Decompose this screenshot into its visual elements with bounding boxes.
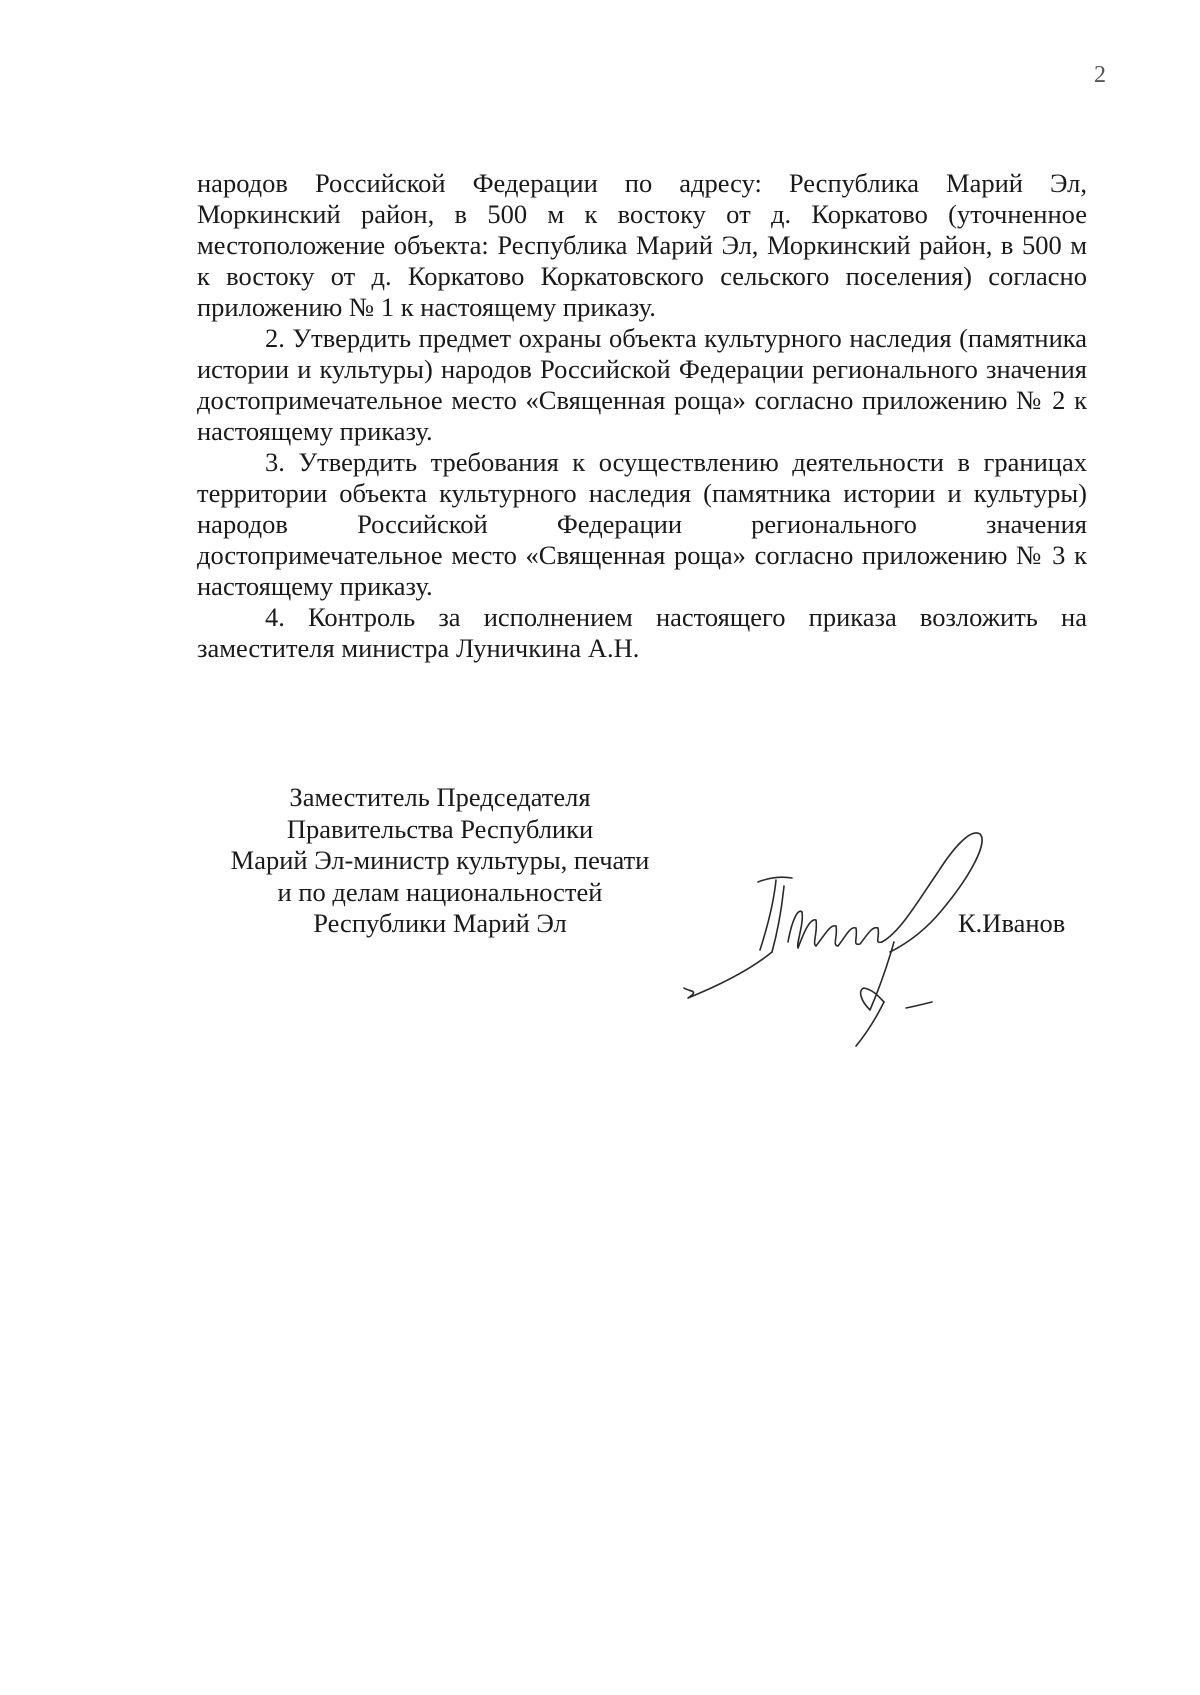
- signatory-title-block: [200, 782, 680, 940]
- paragraph-item-2: 2. Утвердить предмет охраны объекта культурного наследия (памятника истории и культуры) народов Российской Федерации регионального значения достопримечательное место «Священная роща» согласно приложению № 2 к настоящему приказу.: [197, 323, 1087, 446]
- document-body: [197, 168, 1087, 664]
- signatory-title-line: Правительства Республики: [286, 813, 594, 844]
- signatory-title-line: Марий Эл-министр культуры, печати: [230, 845, 650, 875]
- signatory-title-line: Заместитель Председателя: [289, 782, 591, 812]
- page-number: 2: [1094, 62, 1106, 88]
- paragraph-continuation: народов Российской Федерации по адресу: Республика Марий Эл, Моркинский район, в 500 м к востоку от д. Коркатово (уточненное местоположение объекта: Республика Марий Эл, Моркинский район, в 500 м к востоку от д. Коркатово Коркатовского сельского поселения) согласно приложению № 1 к настоящему приказу.: [197, 168, 1087, 322]
- signatory-title-line: Республики Марий Эл: [313, 908, 567, 938]
- signatory-name: К.Иванов: [958, 908, 1066, 938]
- paragraph-item-3: 3. Утвердить требования к осуществлению деятельности в границах территории объекта культурного наследия (памятника истории и культуры) народов Российской Федерации регионального значения достопримечательное место «Священная роща» согласно приложению № 3 к настоящему приказу.: [197, 447, 1087, 601]
- paragraph-item-4: 4. Контроль за исполнением настоящего приказа возложить на заместителя министра Луничкина А.Н.: [197, 602, 1087, 663]
- signatory-title-line: и по делам национальностей: [277, 876, 603, 907]
